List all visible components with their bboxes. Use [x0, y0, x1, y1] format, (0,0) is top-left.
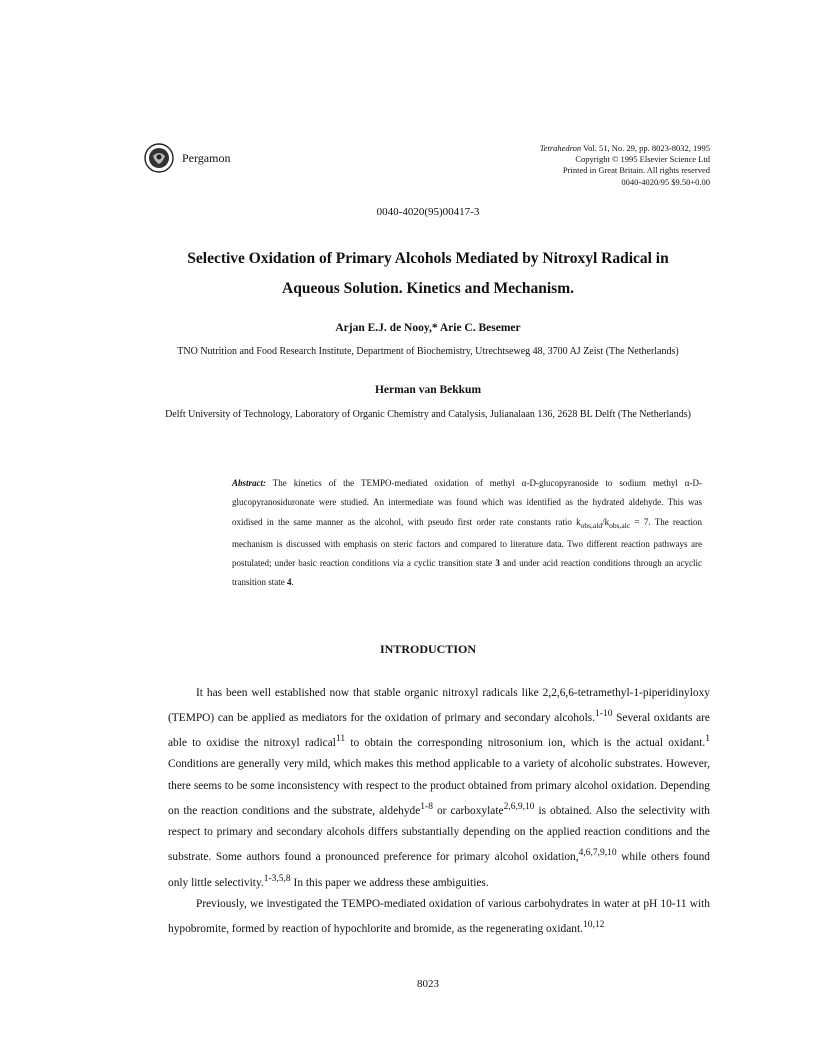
abstract — [232, 474, 702, 593]
journal-citation: Vol. 51, No. 29, pp. 8023-8032, 1995 — [583, 143, 710, 153]
body-text-span: Previously, we investigated the TEMPO-mediated oxidation of various carbohydrates in water at pH 10-11 with hypobromite, formed by reaction of hypochlorite and bromide, as the regenerating oxidant. — [168, 897, 710, 935]
citation-ref: 4,6,7,9,10 — [578, 848, 617, 859]
compound-number: 3 — [495, 557, 500, 568]
citation-ref: 10,12 — [583, 919, 605, 930]
copyright-line: Copyright © 1995 Elsevier Science Ltd — [575, 154, 710, 165]
printed-line: Printed in Great Britain. All rights reserved — [562, 165, 710, 176]
paragraph-1 — [168, 683, 710, 894]
affiliation-2: Delft University of Technology, Laboratory of Organic Chemistry and Catalysis, Julianalaan 136, 2628 BL Delft (The Netherlands) — [165, 409, 691, 420]
compound-number: 4 — [287, 577, 292, 588]
body-text-span: In this paper we address these ambiguities. — [290, 876, 489, 889]
abstract-text: /k — [602, 516, 610, 527]
body-text-span: while others found only little selectivity. — [168, 851, 711, 889]
abstract-label: Abstract: — [232, 478, 267, 488]
abstract-text: . — [291, 577, 294, 588]
abstract-subscript: obs,alc — [609, 520, 631, 530]
document-id: 0040-4020(95)00417-3 — [376, 206, 480, 218]
publisher-name: Pergamon — [182, 150, 231, 165]
body-text-span: to obtain the corresponding nitrosonium ion, which is the actual oxidant. — [345, 737, 706, 750]
abstract-subscript: obs,ald — [580, 520, 603, 530]
body-text-span: Several oxidants are able to oxidise the nitroxyl radical — [168, 712, 710, 750]
affiliation-1: TNO Nutrition and Food Research Institute, Department of Biochemistry, Utrechtseweg 48, 3700 AJ Zeist (The Netherlands) — [177, 346, 679, 357]
title-line-2: Aqueous Solution. Kinetics and Mechanism. — [282, 280, 574, 297]
title-line-1: Selective Oxidation of Primary Alcohols Mediated by Nitroxyl Radical in — [187, 250, 669, 267]
citation-ref: 1-10 — [595, 709, 613, 720]
body-text-span: or carboxylate — [432, 804, 504, 817]
citation-ref: 1 — [705, 734, 711, 745]
abstract-text: and under acid reaction conditions through an acyclic transition state — [232, 557, 702, 588]
journal-citation-line — [540, 143, 710, 154]
citation-ref: 11 — [335, 734, 346, 745]
authors: Arjan E.J. de Nooy,* Arie C. Besemer — [335, 322, 521, 334]
section-heading: INTRODUCTION — [379, 642, 476, 656]
page-number: 8023 — [417, 978, 439, 990]
issn-price-line: 0040-4020/95 $9.50+0.00 — [621, 176, 710, 187]
abstract-text: = 7. The reaction mechanism is discussed with emphasis on steric factors and compared to literature data. Two different reaction pathways are postulated; under basic reaction conditions via a cyclic transition state — [232, 516, 703, 568]
citation-ref: 2,6,9,10 — [503, 802, 535, 813]
citation-ref: 1-8 — [420, 802, 433, 813]
journal-name: Tetrahedron — [539, 143, 582, 153]
journal-info — [540, 143, 710, 188]
paragraph-2 — [168, 894, 710, 940]
body-text-span: It has been well established now that stable organic nitroxyl radicals like 2,2,6,6-tetramethyl-1-piperidinyloxy (TEMPO) can be applied as mediators for the oxidation of primary and secondary alcohols. — [168, 687, 710, 725]
author-2: Herman van Bekkum — [374, 384, 482, 396]
paper-title — [100, 244, 756, 304]
introduction-body — [168, 683, 710, 940]
citation-ref: 1-3,5,8 — [263, 873, 291, 884]
publisher-block — [144, 143, 230, 173]
abstract-text: The kinetics of the TEMPO-mediated oxidation of methyl α-D-glucopyranoside to sodium methyl α-D-glucopyranosiduronate were studied. An intermediate was found which was identified as the hydrated aldehyde. This was oxidised in the same manner as the alcohol, with pseudo first order rate constants ratio k — [232, 478, 702, 527]
body-text-span: Conditions are generally very mild, which makes this method applicable to a variety of alcoholic substrates. However, there seems to be some inconsistency with respect to the product obtained from primary alcohol oxidation. Depending on the reaction conditions and the substrate, aldehyde — [168, 758, 710, 817]
body-text-span: is obtained. Also the selectivity with respect to primary and secondary alcohols differs substantially depending on the applied reaction conditions and the substrate. Some authors found a pronounced preference for primary alcohol oxidation, — [168, 804, 711, 864]
pergamon-logo-icon — [144, 143, 174, 173]
